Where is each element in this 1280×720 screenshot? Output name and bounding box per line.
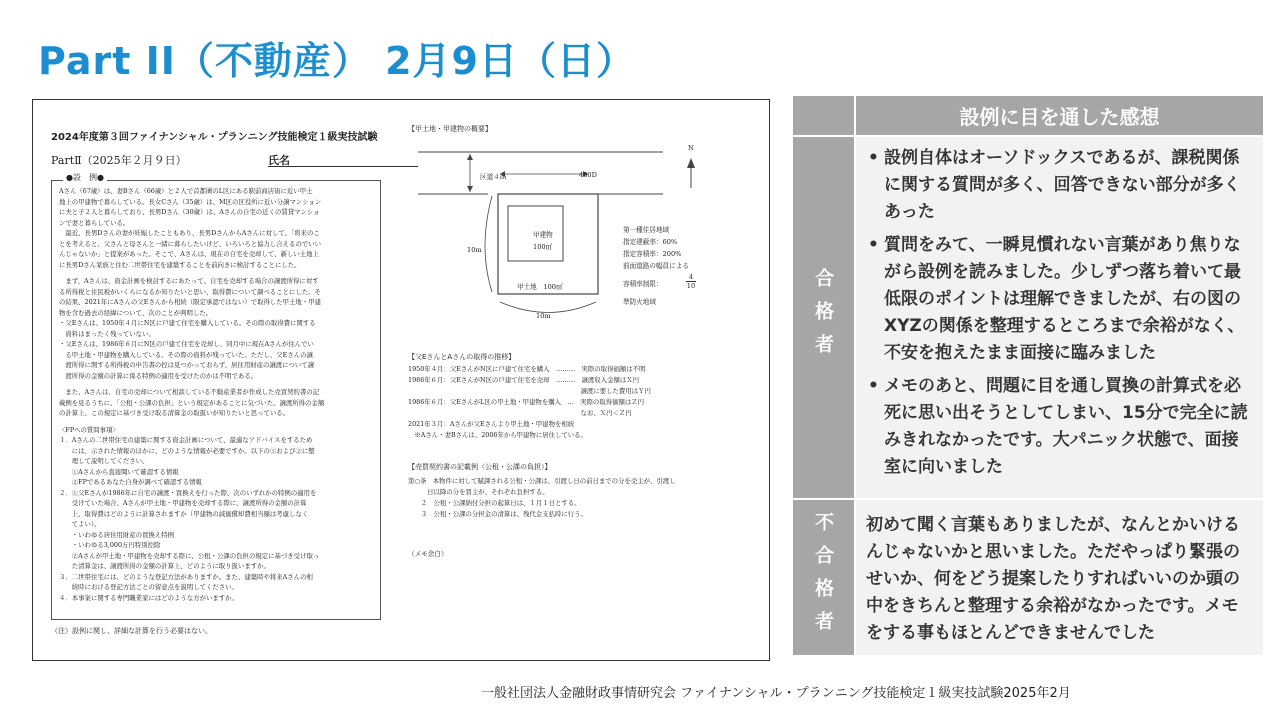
case-line: ４．本事案に関する専門職業家にはどのような方がいますか。 (59, 593, 238, 602)
case-line: 理して説明してください。 (59, 457, 149, 465)
pass-label: 合格者 (812, 268, 834, 367)
zoning-line: 指定建蔽率：60% (623, 238, 678, 246)
history-line: 譲渡に要した費用はＹ円 (408, 387, 651, 395)
case-line: 上、取得費はどのように計算されますか（甲建物の減価償却費相当額は考慮しなく (59, 509, 309, 518)
case-line: には、示された情報のほかに、どのような情報が必要ですか。以下の①および②に整 (59, 446, 315, 455)
pass-label-cell (793, 137, 854, 498)
case-line: ・いわゆる居住用財産の買換え特例 (59, 530, 175, 539)
case-text (59, 186, 377, 603)
case-line: 地上の甲建物で暮らしている。長女Cさん（35歳）は、M区の区役所に近い分譲マンション (59, 197, 322, 206)
case-line: ２．①父Eさんが1986年に自宅の譲渡・買換えを行った際、次のいずれかの特例の適用を (59, 488, 317, 497)
width-label: 10m (536, 312, 551, 320)
footer-credit: 一般社団法人金融財政事情研究会 ファイナンシャル・プランニング技能検定１級実技試験2025年2月 (481, 686, 1071, 701)
history-heading: 【父EさんとAさんの取得の推移】 (408, 353, 516, 361)
name-label: 氏名 (268, 154, 290, 167)
history-line: 1950年４月：父EさんがN区に戸建て住宅を購入 ……… 実際の取得価額は不明 (408, 365, 646, 373)
case-line: ②FPであるあなた自身が調べて確認する情報 (59, 478, 202, 486)
table-corner (793, 96, 854, 135)
zoning-info (623, 224, 689, 272)
case-line: ンで妻と暮らしている。 (59, 218, 130, 227)
case-line: の計算上、この規定に基づき受け取る清算金の取扱いが知りたいと思っている。 (59, 409, 290, 417)
memo-label: （メモ余白） (408, 550, 448, 558)
zoning-line: 指定容積率：200% (623, 250, 682, 258)
zoning-line: 第一種住居地域 (623, 226, 670, 234)
case-line: ②Aさんが甲土地・甲建物を売却する際に、公租・公課の負担の規定に基づき受け取っ (59, 551, 320, 560)
far-numerator: 4 (688, 273, 694, 281)
frontage-label: 480D (579, 171, 597, 179)
history-line: 1986年６月：父EさんがL区の甲土地・甲建物を購入 … 実際の取得価額はＺ円 (408, 398, 645, 406)
case-line: に長男Dさん家族と住む二世帯住宅を建築することを前向きに検討することにした。 (59, 260, 301, 269)
history-line: 1986年６月：父EさんがN区の戸建て住宅を売却 ……… 譲渡収入金額はＸ円 (408, 376, 640, 384)
pass-item: • 設例自体はオーソドックスであるが、課税関係に関する質問が多く、回答できない部分が多くあった (868, 145, 1253, 226)
name-line (268, 166, 418, 167)
case-line: ３．二世帯住宅には、どのような登記方法がありますか。また、建築時や将来Aさんの相 (59, 572, 313, 581)
case-line: 載例を見るうちに、「公租・公課の負担」という規定があることに気づいた。譲渡所得の金額 (59, 398, 325, 407)
pass-cell (856, 137, 1263, 498)
case-line: とを考えると、父さんと母さんと一緒に暮らしたいけど、いろいろと協力し合えるのでいい (59, 239, 322, 248)
fail-label: 不合格者 (812, 511, 834, 644)
exam-document (32, 99, 770, 661)
case-line: ①Aさんから直接聞いて確認する情報 (59, 467, 179, 476)
case-line: 最近、長男Dさんの妻が妊娠したこともあり、長男DさんからAさんに対して、「将来のこ (59, 229, 320, 237)
table-header: 設例に目を通した感想 (856, 96, 1263, 135)
case-line: んじゃないか」と提案があった。そこで、Aさんは、現在の自宅を売却して、新しい土地上 (59, 250, 319, 258)
zoning-line: 前面道路の幅員による (623, 262, 689, 270)
pass-list (868, 145, 1253, 481)
case-line: 資料はまったく残っていない。 (59, 329, 155, 338)
history-line: 2021年３月：Aさんが父Eさんより甲土地・甲建物を相続 (408, 420, 575, 428)
case-line: の結果、2021年にAさんの父Eさんから相続（限定承認ではない）で取得した甲土地・甲建 (59, 298, 321, 306)
document-note: （注）設例に関し、詳細な計算を行う必要はない。 (51, 627, 212, 635)
north-mark: N (688, 144, 694, 152)
pass-item: • 質問をみて、一瞬見慣れない言葉があり焦りながら設例を読みました。少しずつ落ち着いて最低限のポイントは理解できましたが、右の図のXYZの関係を整理するところまで余裕がなく、不安を抱えたまま面接に臨みました (868, 232, 1253, 367)
map-heading: 【甲土地・甲建物の概要】 (408, 125, 492, 133)
contract-line: ２ 公租・公課納付分担の起算日は、１月１日とする。 (408, 499, 581, 507)
fire-zone: 準防火地域 (623, 298, 656, 306)
contract-heading: 【売買契約書の記載例（公租・公課の負担）】 (408, 463, 552, 471)
case-line: 物を含む過去の経緯について、次のことが判明した。 (59, 308, 213, 317)
case-line: １．Aさんの二世帯住宅の建築に関する資金計画について、最適なアドバイスをするため (59, 436, 313, 444)
case-line: る所得税と住民税がいくらになるか知りたいと思い、取得費について調べることにした。そ (59, 287, 321, 296)
pass-item: • メモのあと、問題に目を通し買換の計算式を必死に思い出そうとしてしまい、15分で完全に読みきれなかったです。大パニック状態で、面接室に向いました (868, 373, 1253, 481)
case-line: る甲土地・甲建物を購入している。その際の資料が残っていた。ただし、父Eさんの譲 (59, 350, 313, 359)
far-fraction (686, 273, 696, 290)
far-limit-label: 容積率制限： (623, 280, 663, 288)
case-line: てよい）。 (59, 520, 101, 528)
contract-line: ３ 公租・公課の分担金の清算は、残代金支払時に行う。 (408, 510, 587, 518)
case-line: ・父Eさんは、1950年４月にN区に戸建て住宅を購入している。その際の取得費に関する (59, 319, 316, 327)
history-line: ※Aさん・妻Bさんは、2006年から甲建物に居住している。 (408, 431, 587, 439)
building-label: 甲建物 (533, 231, 553, 239)
case-line: た清算金は、譲渡所得の金額の計算上、どのように取り扱いますか。 (59, 562, 270, 570)
case-line: 続時における登記方法ごとの留意点を説明してください。 (59, 583, 238, 591)
case-line: Aさん（67歳）は、妻Bさん（66歳）と２人で首都圏のL区にある駅前商店街に近い甲土 (59, 187, 313, 195)
case-line: まず、Aさんは、資金計画を検討するにあたって、自宅を売却する場合の譲渡所得に対す (59, 277, 319, 285)
contract-line: 第○条 本物件に対して賦課される公租・公課は、引渡し日の前日までの分を売主が、引渡し (408, 477, 676, 485)
case-line: 渡所得に関する所得税の申告書の控は見つかっておらず、居住用財産の譲渡について譲 (59, 361, 314, 369)
history-line: なお、Ｘ円＜Ｚ円 (408, 409, 632, 417)
far-denominator: 10 (686, 282, 696, 290)
contract-line: 日以降の分を買主が、それぞれ負担する。 (408, 488, 549, 496)
road-label: 区道４ｍ (480, 173, 507, 181)
fail-label-cell (793, 500, 854, 655)
case-line: ・父Eさんは、1986年６月にN区の戸建て住宅を売却し、同月中に現在Aさんが住んでい (59, 340, 314, 348)
case-label: ●設 例● (63, 172, 107, 183)
case-line: に夫と子２人と暮らしており、長男Dさん（30歳）は、Aさんの自宅の近くの賃貸マンショ (59, 208, 320, 216)
document-title: 2024年度第３回ファイナンシャル・プランニング技能検定１級実技試験 (51, 132, 378, 143)
case-line: 〈FPへの質問事項〉 (59, 425, 119, 434)
slide-title: Part II（不動産） 2月9日（日） (38, 39, 635, 83)
history-lines (408, 364, 748, 441)
land-label: 甲土地 100㎡ (517, 283, 563, 291)
case-line: ・いわゆる3,000万円特別控除 (59, 541, 161, 549)
contract-lines (408, 476, 748, 520)
case-line: 渡所得の金額の計算に係る特例の適用を受けたのかは不明である。 (59, 371, 258, 380)
building-area: 100㎡ (533, 243, 553, 251)
depth-label: 10m (467, 246, 482, 254)
document-part: PartⅡ（2025年２月９日） (51, 154, 187, 167)
fail-cell: 初めて聞く言葉もありましたが、なんとかいけるんじゃないかと思いました。ただやっぱり緊張のせいか、何をどう提案したりすればいいのか頭の中をきちんと整理する余裕がなかったです。メモをする事もほとんどできませんでした (856, 500, 1263, 655)
case-line: 受けていた場合、Aさんが甲土地・甲建物を売却する際に、譲渡所得の金額の計算 (59, 499, 307, 507)
case-line: また、Aさんは、自宅の売却について相談している不動産業者が作成した売買契約書の記 (59, 388, 320, 396)
